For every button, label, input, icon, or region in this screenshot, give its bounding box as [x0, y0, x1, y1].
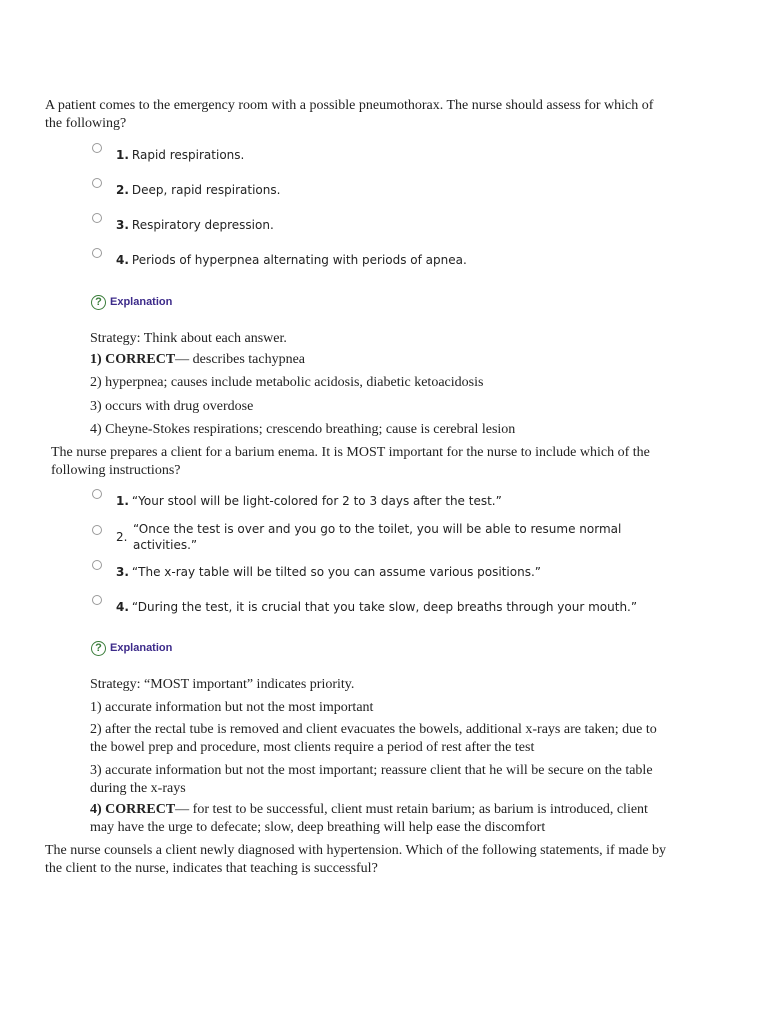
explanation-toggle[interactable]: Explanation — [110, 296, 173, 308]
option-number: 4. — [116, 600, 129, 614]
explanation-line — [90, 801, 675, 837]
explanation-line: 2) after the rectal tube is removed and client evacuates the bowels, additional x-rays are taken; due to the bowel prep and procedure, most clients require a period of rest after the test — [90, 722, 657, 755]
option-text: Rapid respirations. — [131, 148, 245, 162]
question-2-option-3[interactable] — [116, 564, 541, 580]
question-2-option-2[interactable]: “Once the test is over and you go to the toilet, you will be able to resume normal activities.” — [133, 522, 622, 552]
option-text: Periods of hyperpnea alternating with periods of apnea. — [131, 253, 467, 267]
explanation-line: 3) accurate information but not the most important; reassure client that he will be secure on the table during the x-rays — [90, 763, 653, 796]
question-2-option-1[interactable] — [116, 493, 502, 509]
question-1-option-1[interactable] — [116, 147, 244, 163]
explanation-line: 4) Cheyne-Stokes respirations; crescendo breathing; cause is cerebral lesion — [90, 422, 516, 437]
question-2-option-3-radio[interactable] — [92, 560, 102, 570]
option-number: 4. — [116, 253, 129, 267]
question-2-option-1-radio[interactable] — [92, 489, 102, 499]
question-2-option-2-radio[interactable] — [92, 525, 102, 535]
question-2-text: The nurse prepares a client for a barium enema. It is MOST important for the nurse to include which of the following instructions? — [51, 445, 650, 478]
option-number: 2. — [116, 183, 129, 197]
question-1-option-4-radio[interactable] — [92, 248, 102, 258]
option-text: “The x-ray table will be tilted so you can assume various positions.” — [131, 565, 541, 579]
question-circle-icon[interactable]: ? — [91, 295, 106, 310]
question-1-option-3-radio[interactable] — [92, 213, 102, 223]
question-1-option-1-radio[interactable] — [92, 143, 102, 153]
explanation-text: — describes tachypnea — [175, 352, 306, 367]
explanation-line — [90, 351, 305, 369]
explanation-line: Strategy: “MOST important” indicates priority. — [90, 677, 355, 692]
question-1-option-4[interactable] — [116, 252, 467, 268]
option-text: “During the test, it is crucial that you take slow, deep breaths through your mouth.” — [131, 600, 638, 614]
question-1-option-2[interactable] — [116, 182, 280, 198]
explanation-line: 1) accurate information but not the most important — [90, 700, 374, 715]
question-3-text: The nurse counsels a client newly diagnosed with hypertension. Which of the following statements, if made by the client to the nurse, indicates that teaching is successful? — [45, 843, 667, 876]
question-2-option-4-radio[interactable] — [92, 595, 102, 605]
option-number: 3. — [116, 218, 129, 232]
explanation-line: 2) hyperpnea; causes include metabolic acidosis, diabetic ketoacidosis — [90, 375, 484, 390]
option-text: “Your stool will be light-colored for 2 to 3 days after the test.” — [131, 494, 502, 508]
question-2-option-4[interactable] — [116, 599, 637, 615]
question-1-option-3[interactable] — [116, 217, 274, 233]
question-circle-icon[interactable]: ? — [91, 641, 106, 656]
correct-label: 4) CORRECT — [90, 802, 176, 817]
explanation-line: Strategy: Think about each answer. — [90, 331, 287, 346]
option-number: 1. — [116, 148, 129, 162]
correct-label: 1) CORRECT — [90, 352, 176, 367]
option-number: 1. — [116, 494, 129, 508]
question-1-option-2-radio[interactable] — [92, 178, 102, 188]
explanation-text: — for test to be successful, client must retain barium; as barium is introduced, client may have the urge to defecate; slow, deep breathing will help ease the discomfort — [90, 802, 648, 835]
option-text: Deep, rapid respirations. — [131, 183, 281, 197]
option-number: 3. — [116, 565, 129, 579]
option-text: Respiratory depression. — [131, 218, 274, 232]
explanation-line: 3) occurs with drug overdose — [90, 399, 254, 414]
question-1-text: A patient comes to the emergency room with a possible pneumothorax. The nurse should assess for which of the following? — [45, 98, 654, 131]
explanation-toggle[interactable]: Explanation — [110, 642, 173, 654]
question-2-option-2-number[interactable]: 2. — [116, 530, 128, 544]
